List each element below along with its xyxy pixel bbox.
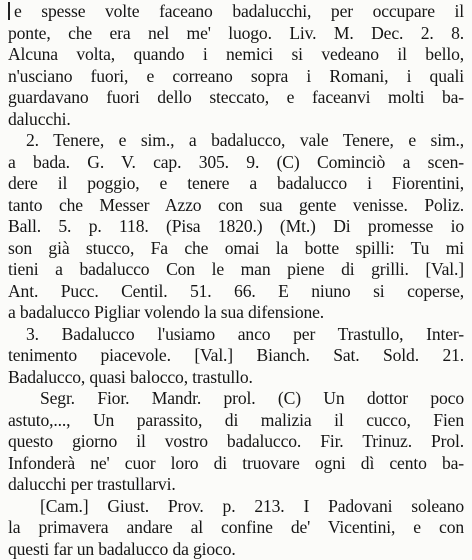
text-line: dalucchi per trastullarvi.: [8, 474, 176, 494]
text-line: son già stucco, Fa che omai la botte spilli: Tu mi: [8, 237, 464, 258]
text-line: questi far un badalucco da gioco.: [8, 538, 236, 559]
text-line: a bada. G. V. cap. 305. 9. (C) Cominciò a scen-: [8, 151, 464, 172]
text-line: a badalucco Pigliar volendo la sua difensione.: [8, 302, 325, 322]
text-line: [Cam.] Giust. Prov. p. 213. I Padovani soleano: [40, 495, 464, 516]
text-line: 3. Badalucco l'usiamo anco per Trastullo, Inter-: [26, 323, 464, 344]
text-line: questo giorno il vostro badalucco. Fir. Trinuz. Prol.: [8, 431, 464, 451]
text-line: tieni a badalucco Con le man piene di grilli. [Val.]: [8, 259, 464, 279]
text-line: Segr. Fior. Mandr. prol. (C) Un dottor poco: [40, 388, 464, 408]
text-line: ponte, che era nel me' luogo. Liv. M. Dec. 2. 8.: [8, 22, 464, 43]
text-line: dalucchi.: [8, 108, 71, 129]
text-line: e spesse volte faceano badalucchi, per occupare il: [8, 0, 464, 22]
text-line: Ant. Pucc. Centil. 51. 66. E niuno si coperse,: [8, 280, 464, 301]
text-line: astuto,..., Un parassito, di malizia il cucco, Fien: [8, 409, 464, 430]
text-line: Infonderà ne' cuor loro di truovare ogni dì cento ba-: [8, 452, 464, 473]
text-line: guardavano fuori dello steccato, e faceanvi molti ba-: [8, 87, 464, 107]
text-line: Alcuna volta, quando i nemici si vedeano il bello,: [8, 44, 464, 64]
text-line: 2. Tenere, e sim., a badalucco, vale Tenere, e sim.,: [26, 130, 464, 150]
text-line: Ball. 5. p. 118. (Pisa 1820.) (Mt.) Di promesse io: [8, 216, 464, 236]
text-line: tanto che Messer Azzo con sua gente venisse. Poliz.: [8, 194, 464, 215]
text-line: tenimento piacevole. [Val.] Bianch. Sat. Sold. 21.: [8, 345, 464, 365]
column-edge-mark: [8, 2, 10, 20]
text-line: dere il poggio, e tenere a badalucco i Fiorentini,: [8, 173, 464, 193]
text-line: Badalucco, quasi balocco, trastullo.: [8, 366, 253, 387]
text-line: la primavera andare al confine de' Vicentini, e con: [8, 517, 464, 537]
text-line: n'usciano fuori, e correano sopra i Romani, i quali: [8, 65, 464, 86]
